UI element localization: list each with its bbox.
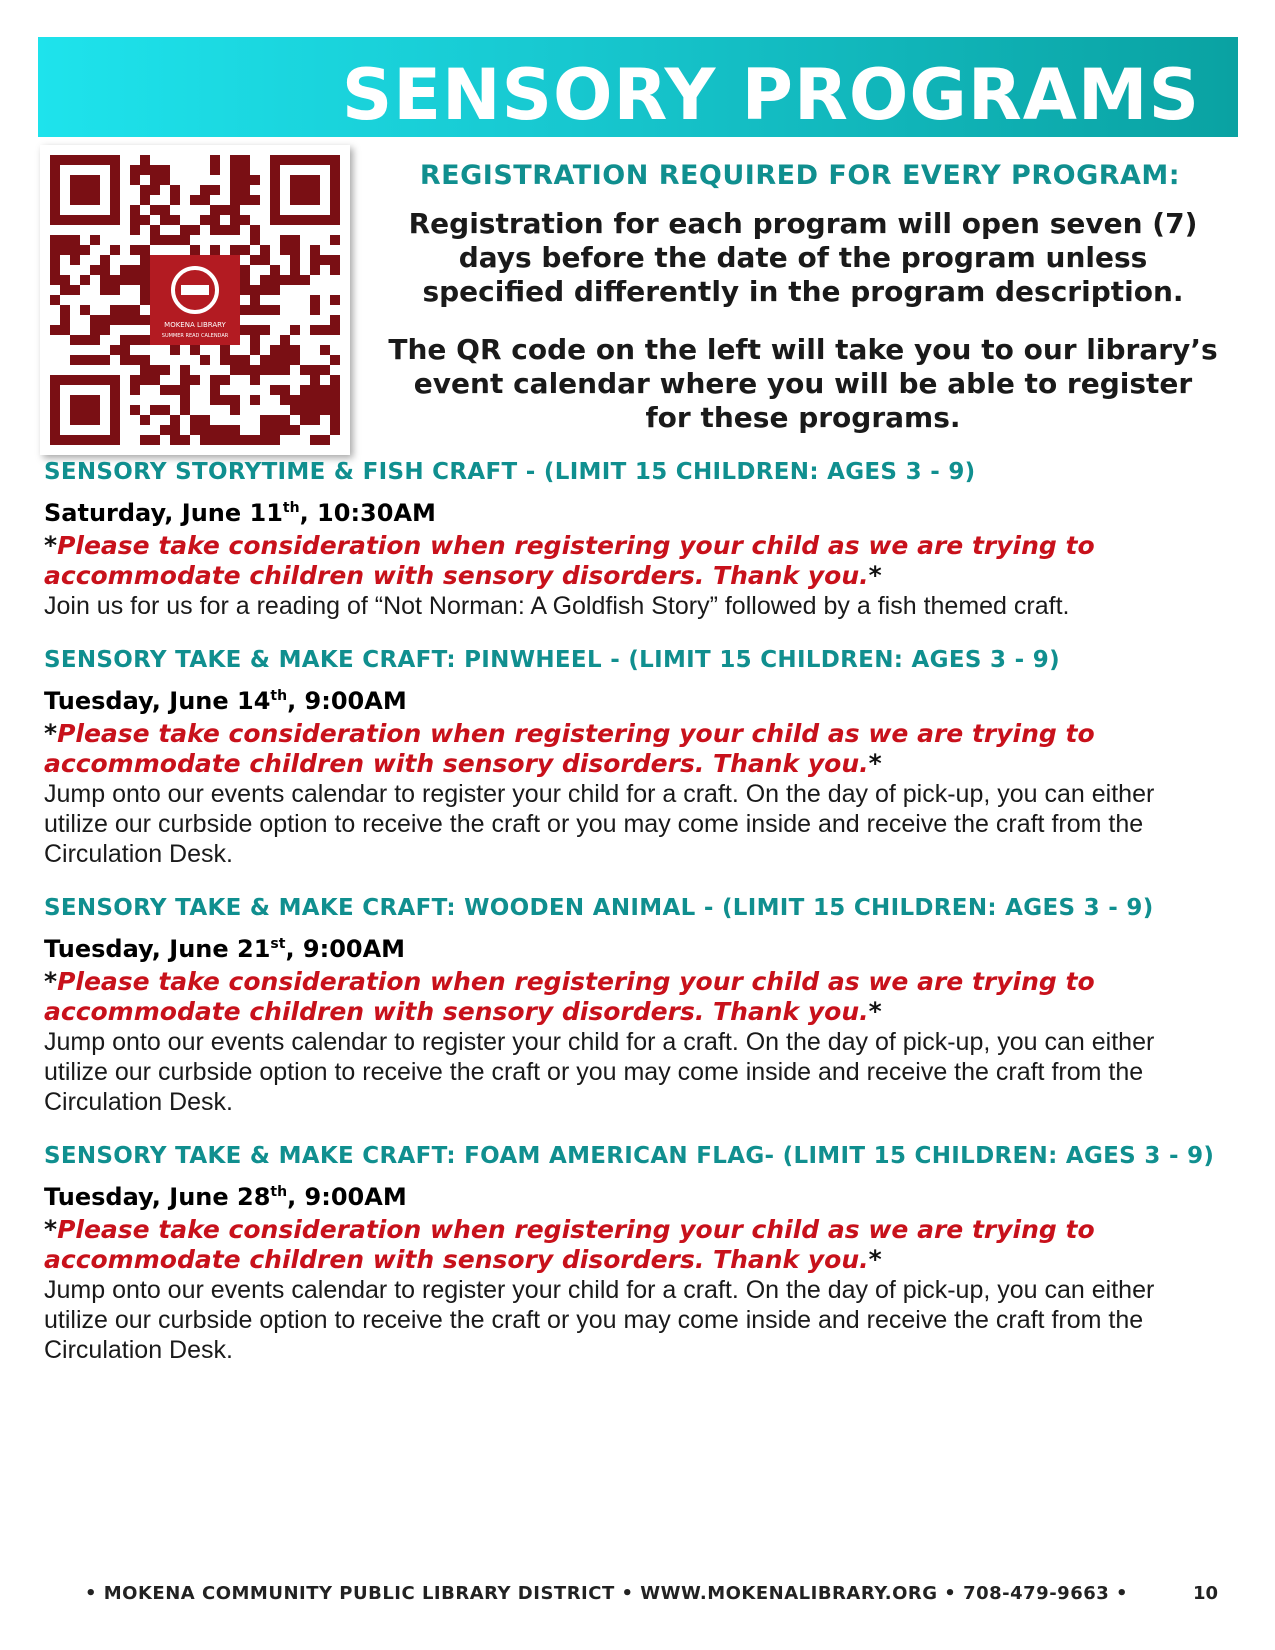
event-description: Jump onto our events calendar to register your child for a craft. On the day of pick-up, you can either utilize our curbside option to receive the craft or you may come inside and receive the craft from the Circulation Desk. bbox=[44, 1276, 1155, 1364]
event-item bbox=[44, 1136, 1224, 1365]
event-description: Jump onto our events calendar to register your child for a craft. On the day of pick-up, you can either utilize our curbside option to receive the craft or you may come inside and receive the craft from the Circulation Desk. bbox=[44, 780, 1155, 868]
event-date bbox=[44, 686, 1224, 717]
event-date bbox=[44, 498, 1224, 529]
event-date bbox=[44, 1182, 1224, 1213]
event-date-ordinal: th bbox=[270, 688, 288, 704]
qr-code-image bbox=[50, 155, 340, 445]
event-date-ordinal: th bbox=[270, 1184, 288, 1200]
event-date-time: , 9:00AM bbox=[287, 1183, 407, 1211]
event-note: *Please take consideration when registering your child as we are trying to accommodate children with sensory disorders. Thank you.* bbox=[44, 967, 1095, 1026]
event-note-text: Please take consideration when registering your child as we are trying to accommodate children with sensory disorders. Thank you. bbox=[44, 1215, 1095, 1274]
event-date-day: Tuesday, June 28 bbox=[44, 1183, 271, 1211]
registration-paragraph: Registration for each program will open seven (7) days before the date of the program unless specified differently in the program description. bbox=[408, 207, 1198, 308]
event-date-time: , 9:00AM bbox=[285, 935, 406, 963]
event-item bbox=[44, 452, 1224, 621]
event-note: *Please take consideration when registering your child as we are trying to accommodate children with sensory disorders. Thank you.* bbox=[44, 1215, 1095, 1274]
event-title: SENSORY TAKE & MAKE CRAFT: FOAM AMERICAN FLAG- (LIMIT 15 CHILDREN: AGES 3 - 9) bbox=[44, 1143, 1215, 1169]
event-date-time: , 9:00AM bbox=[287, 687, 407, 715]
event-date-ordinal: st bbox=[270, 936, 286, 952]
event-date-day: Tuesday, June 21 bbox=[44, 935, 271, 963]
event-title: SENSORY TAKE & MAKE CRAFT: PINWHEEL - (LIMIT 15 CHILDREN: AGES 3 - 9) bbox=[44, 647, 1060, 673]
event-note: *Please take consideration when registering your child as we are trying to accommodate children with sensory disorders. Thank you.* bbox=[44, 531, 1095, 590]
event-date-day: Tuesday, June 14 bbox=[44, 687, 271, 715]
logo-text-line1: MOKENA LIBRARY bbox=[164, 321, 226, 329]
event-description: Join us for us for a reading of “Not Norman: A Goldfish Story” followed by a fish themed craft. bbox=[44, 592, 1070, 620]
footer-contact: • MOKENA COMMUNITY PUBLIC LIBRARY DISTRICT • WWW.MOKENALIBRARY.ORG • 708-479-9663 • bbox=[85, 1583, 1129, 1604]
header-banner bbox=[38, 37, 1238, 137]
event-note-text: Please take consideration when registering your child as we are trying to accommodate children with sensory disorders. Thank you. bbox=[44, 531, 1095, 590]
event-note-text: Please take consideration when registering your child as we are trying to accommodate children with sensory disorders. Thank you. bbox=[44, 967, 1095, 1026]
event-date-ordinal: th bbox=[282, 500, 300, 516]
logo-text-line2: SUMMER READ CALENDAR bbox=[161, 333, 229, 339]
qr-instructions-paragraph: The QR code on the left will take you to our library’s event calendar where you will be able to register for these programs. bbox=[388, 333, 1218, 434]
event-date bbox=[44, 934, 1224, 965]
page-title: SENSORY PROGRAMS bbox=[341, 54, 1200, 136]
event-item bbox=[44, 888, 1224, 1117]
event-title: SENSORY STORYTIME & FISH CRAFT - (LIMIT 15 CHILDREN: AGES 3 - 9) bbox=[44, 459, 976, 485]
event-item bbox=[44, 640, 1224, 869]
event-description: Jump onto our events calendar to register your child for a craft. On the day of pick-up, you can either utilize our curbside option to receive the craft or you may come inside and receive the craft from the Circulation Desk. bbox=[44, 1028, 1155, 1116]
registration-heading: REGISTRATION REQUIRED FOR EVERY PROGRAM: bbox=[419, 160, 1181, 191]
event-note: *Please take consideration when registering your child as we are trying to accommodate children with sensory disorders. Thank you.* bbox=[44, 719, 1095, 778]
page-number: 10 bbox=[1193, 1583, 1219, 1604]
event-date-day: Saturday, June 11 bbox=[44, 499, 283, 527]
qr-code[interactable] bbox=[40, 145, 350, 455]
event-date-time: , 10:30AM bbox=[299, 499, 436, 527]
event-title: SENSORY TAKE & MAKE CRAFT: WOODEN ANIMAL - (LIMIT 15 CHILDREN: AGES 3 - 9) bbox=[44, 895, 1154, 921]
event-list bbox=[44, 459, 1224, 1384]
event-note-text: Please take consideration when registering your child as we are trying to accommodate children with sensory disorders. Thank you. bbox=[44, 719, 1095, 778]
